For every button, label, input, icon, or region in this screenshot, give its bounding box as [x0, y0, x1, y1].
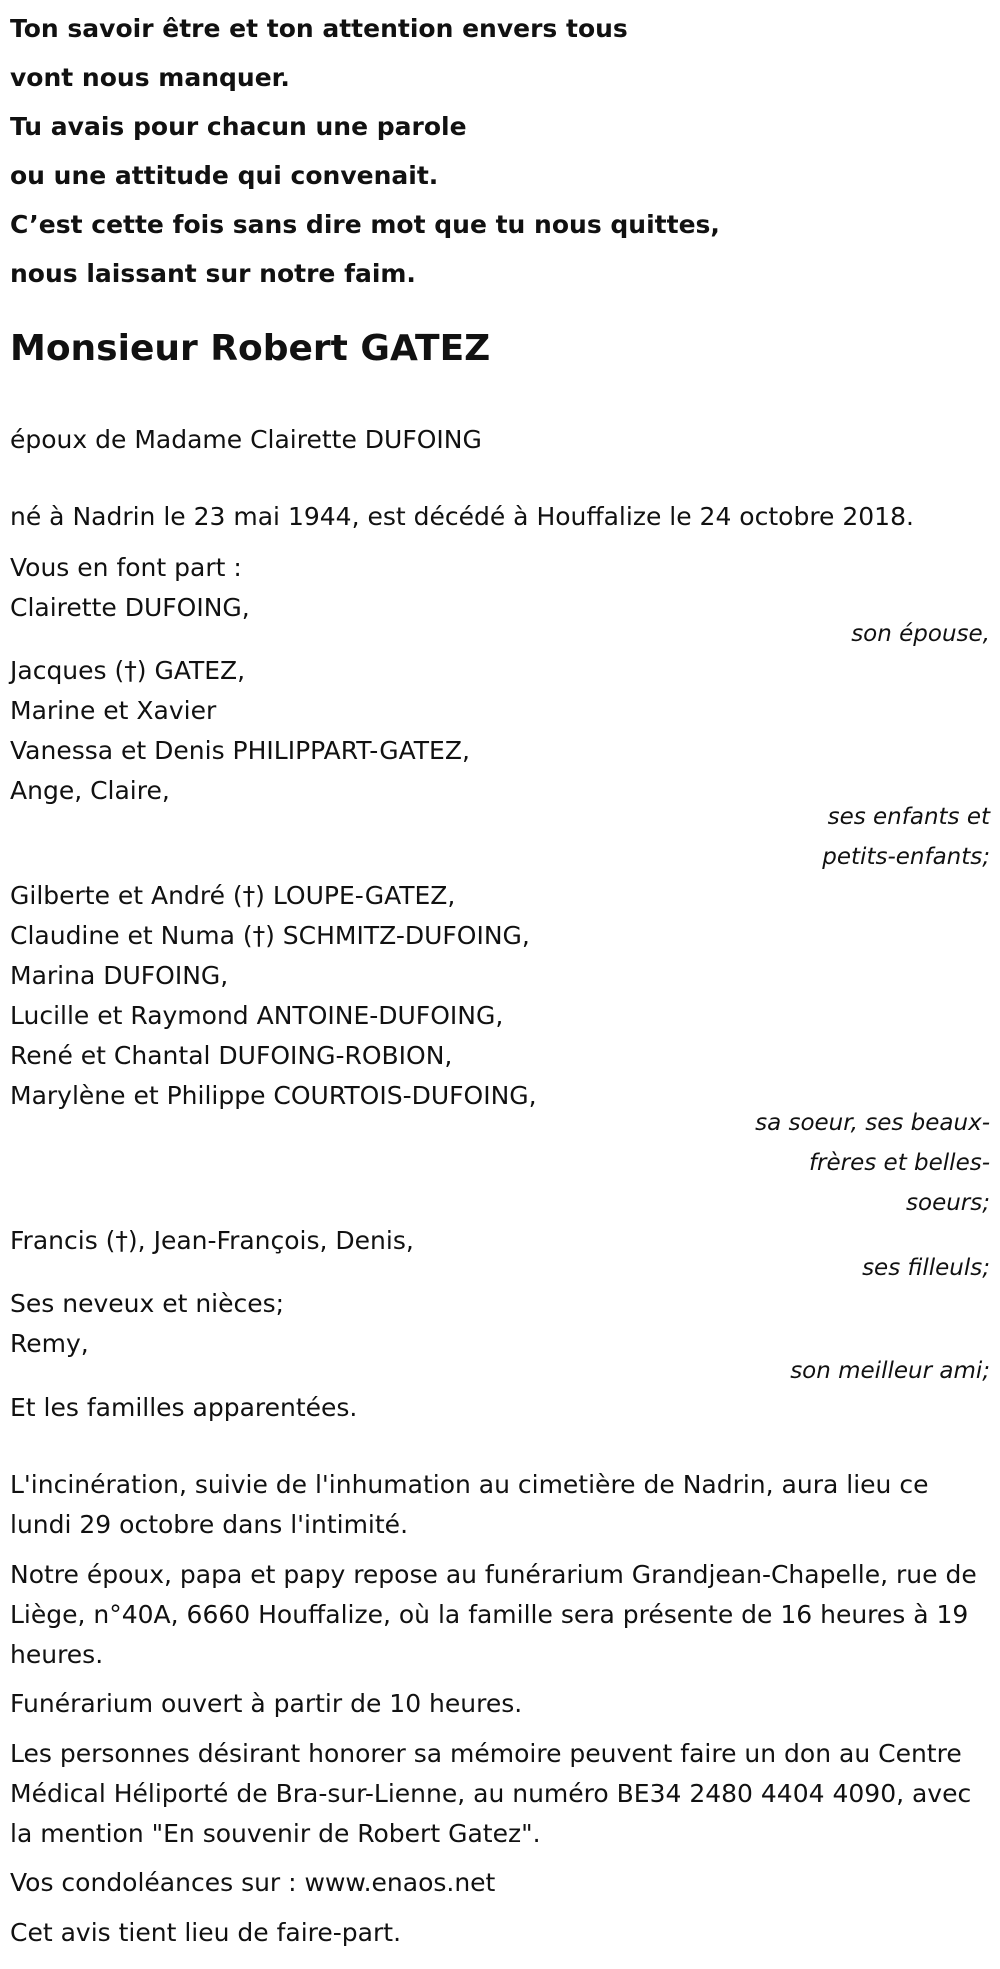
poem-line: C’est cette fois sans dire mot que tu nous quittes,	[10, 210, 720, 239]
relation-label: sa soeur, ses beaux-	[755, 1110, 990, 1136]
opening-paragraph: Funérarium ouvert à partir de 10 heures.	[10, 1689, 523, 1718]
family-name-line: Ange, Claire,	[10, 776, 170, 805]
relation-label: son meilleur ami;	[790, 1358, 990, 1384]
related-families: Et les familles apparentées.	[10, 1393, 358, 1422]
donation-paragraph: Les personnes désirant honorer sa mémoire peuvent faire un don au Centre Médical Héliporté de Bra-sur-Lienne, au numéro BE34 2480 4404 4090, avec la mention "En souvenir de Robert Gatez".	[10, 1739, 972, 1848]
family-name-line: Jacques (†) GATEZ,	[10, 656, 246, 685]
relation-label: ses enfants et	[827, 804, 990, 830]
poem-line: Ton savoir être et ton attention envers tous	[10, 14, 628, 43]
poem	[10, 4, 720, 298]
deceased-name: Monsieur Robert GATEZ	[10, 328, 491, 369]
family-name-line: Marylène et Philippe COURTOIS-DUFOING,	[10, 1081, 537, 1110]
relation-label: frères et belles-	[808, 1150, 990, 1176]
poem-line: nous laissant sur notre faim.	[10, 259, 416, 288]
condolences-paragraph: Vos condoléances sur : www.enaos.net	[10, 1868, 496, 1897]
family-name-line: René et Chantal DUFOING-ROBION,	[10, 1041, 453, 1070]
family-name-line: Lucille et Raymond ANTOINE-DUFOING,	[10, 1001, 504, 1030]
poem-line: ou une attitude qui convenait.	[10, 161, 439, 190]
birth-death-line: né à Nadrin le 23 mai 1944, est décédé à Houffalize le 24 octobre 2018.	[10, 502, 914, 531]
relation-label: son épouse,	[851, 621, 990, 647]
notice-paragraph: Cet avis tient lieu de faire-part.	[10, 1918, 402, 1947]
family-name-line: Marina DUFOING,	[10, 961, 229, 990]
rest-paragraph: Notre époux, papa et papy repose au funérarium Grandjean-Chapelle, rue de Liège, n°40A, 6660 Houffalize, où la famille sera présente de 16 heures à 19 heures.	[10, 1560, 977, 1669]
cremation-paragraph: L'incinération, suivie de l'inhumation au cimetière de Nadrin, aura lieu ce lundi 29 octobre dans l'intimité.	[10, 1470, 929, 1539]
relation-label: ses filleuls;	[862, 1255, 990, 1281]
relation-label: petits-enfants;	[822, 844, 990, 870]
family-name-line: Clairette DUFOING,	[10, 593, 250, 622]
family-name-line: Francis (†), Jean-François, Denis,	[10, 1226, 414, 1255]
poem-line: Tu avais pour chacun une parole	[10, 112, 467, 141]
family-name-line: Gilberte et André (†) LOUPE-GATEZ,	[10, 881, 456, 910]
family-name-line: Vanessa et Denis PHILIPPART-GATEZ,	[10, 736, 470, 765]
family-name-line: Marine et Xavier	[10, 696, 217, 725]
poem-line: vont nous manquer.	[10, 63, 290, 92]
relation-label: soeurs;	[906, 1190, 990, 1216]
family-name-line: Remy,	[10, 1329, 89, 1358]
family-name-line: Ses neveux et nièces;	[10, 1289, 285, 1318]
family-name-line: Claudine et Numa (†) SCHMITZ-DUFOING,	[10, 921, 530, 950]
spouse-line: époux de Madame Clairette DUFOING	[10, 425, 482, 454]
announcement-intro: Vous en font part :	[10, 553, 242, 582]
